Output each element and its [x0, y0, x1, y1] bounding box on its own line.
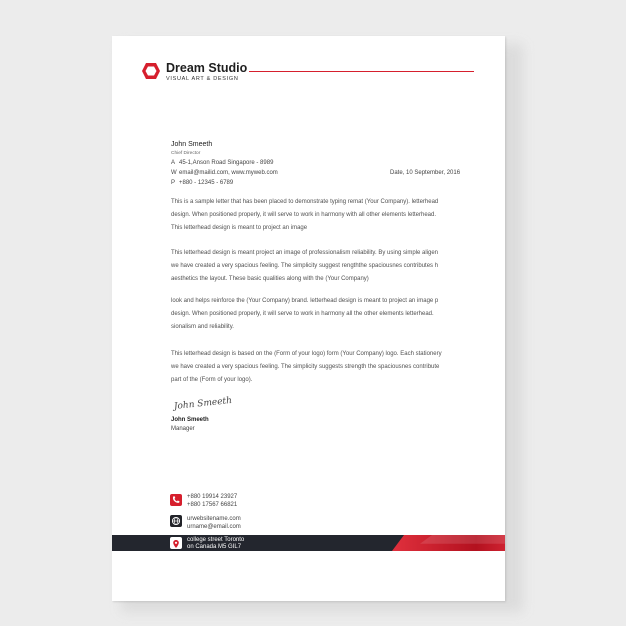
address-line: college street Toronto — [187, 537, 245, 543]
email: urname@email.com — [187, 524, 241, 530]
phone-number: +880 17567 66821 — [187, 502, 238, 508]
contact-address — [187, 537, 244, 551]
paragraph-line: look and helps reinforce the (Your Company) brand. letterhead design is meant to project an image p — [171, 298, 439, 304]
sender-address — [171, 160, 273, 166]
globe-icon — [170, 515, 182, 527]
phone-icon — [170, 494, 182, 506]
location-pin-icon — [170, 537, 182, 549]
paragraph-line: we have created a very spacious feeling. The simplicity suggests strength the spaciousnes contribute — [171, 364, 440, 370]
paragraph-line: part of the (Form of your logo). — [171, 377, 253, 383]
phone-value: +880 - 12345 - 6789 — [179, 180, 234, 186]
paragraph-2 — [171, 247, 471, 286]
paragraph-line: This is a sample letter that has been placed to demonstrate typing remat (Your Company). letterhead — [171, 199, 439, 205]
letter-date: Date, 10 September, 2016 — [390, 170, 461, 176]
website: urwebsitename.com — [187, 516, 241, 522]
paragraph-line: This letterhead design is based on the (Form of your logo) form (Your Company) logo. Each stationery — [171, 351, 442, 357]
address-line: on Canada M5 GIL7 — [187, 544, 242, 550]
contact-web — [187, 515, 241, 531]
web-value: email@mailid.com, www.myweb.com — [179, 170, 278, 176]
paragraph-line: design. When positioned properly, it will serve to work in harmony with all other elements letterhead. — [171, 212, 437, 218]
paragraph-line: design. When positioned properly, it will serve to work in harmony all the other elements letterhead. — [171, 311, 434, 317]
handwritten-signature: John Smeeth — [173, 395, 233, 412]
paragraph-line: sionalism and reliability. — [171, 324, 234, 330]
paragraph-3 — [171, 295, 471, 334]
brand-name: Dream Studio — [166, 61, 248, 75]
signatory-name: John Smeeth — [171, 417, 209, 423]
sender-phone — [171, 180, 233, 186]
header-divider — [249, 71, 474, 72]
sender-web — [171, 170, 278, 176]
phone-number: +880 19914 23927 — [187, 494, 238, 500]
sender-name: John Smeeth — [171, 141, 213, 148]
letterhead-page — [112, 36, 505, 601]
paragraph-line: aesthetics the layout. These basic qualities along with the (Your Company) — [171, 276, 369, 282]
web-label: W — [171, 170, 177, 176]
paragraph-line: This letterhead design is meant project an image of professionalism reliability. By using simple aligen — [171, 250, 439, 256]
signatory-role: Manager — [171, 426, 195, 432]
paragraph-line: This letterhead design is meant to project an image — [171, 225, 308, 231]
hexagon-logo-icon — [141, 62, 161, 80]
paragraph-4 — [171, 348, 471, 387]
sender-title: Chief Director — [171, 151, 201, 156]
address-label: A — [171, 160, 176, 166]
paragraph-1 — [171, 196, 471, 235]
contact-phones — [187, 493, 237, 509]
phone-label: P — [171, 180, 176, 186]
address-value: 45-1,Anson Road Singapore - 8989 — [179, 160, 274, 166]
brand-tagline: VISUAL ART & DESIGN — [166, 76, 239, 82]
paragraph-line: we have created a very spacious feeling. The simplicity suggest rengththe spaciousnes contributes h — [171, 263, 439, 269]
